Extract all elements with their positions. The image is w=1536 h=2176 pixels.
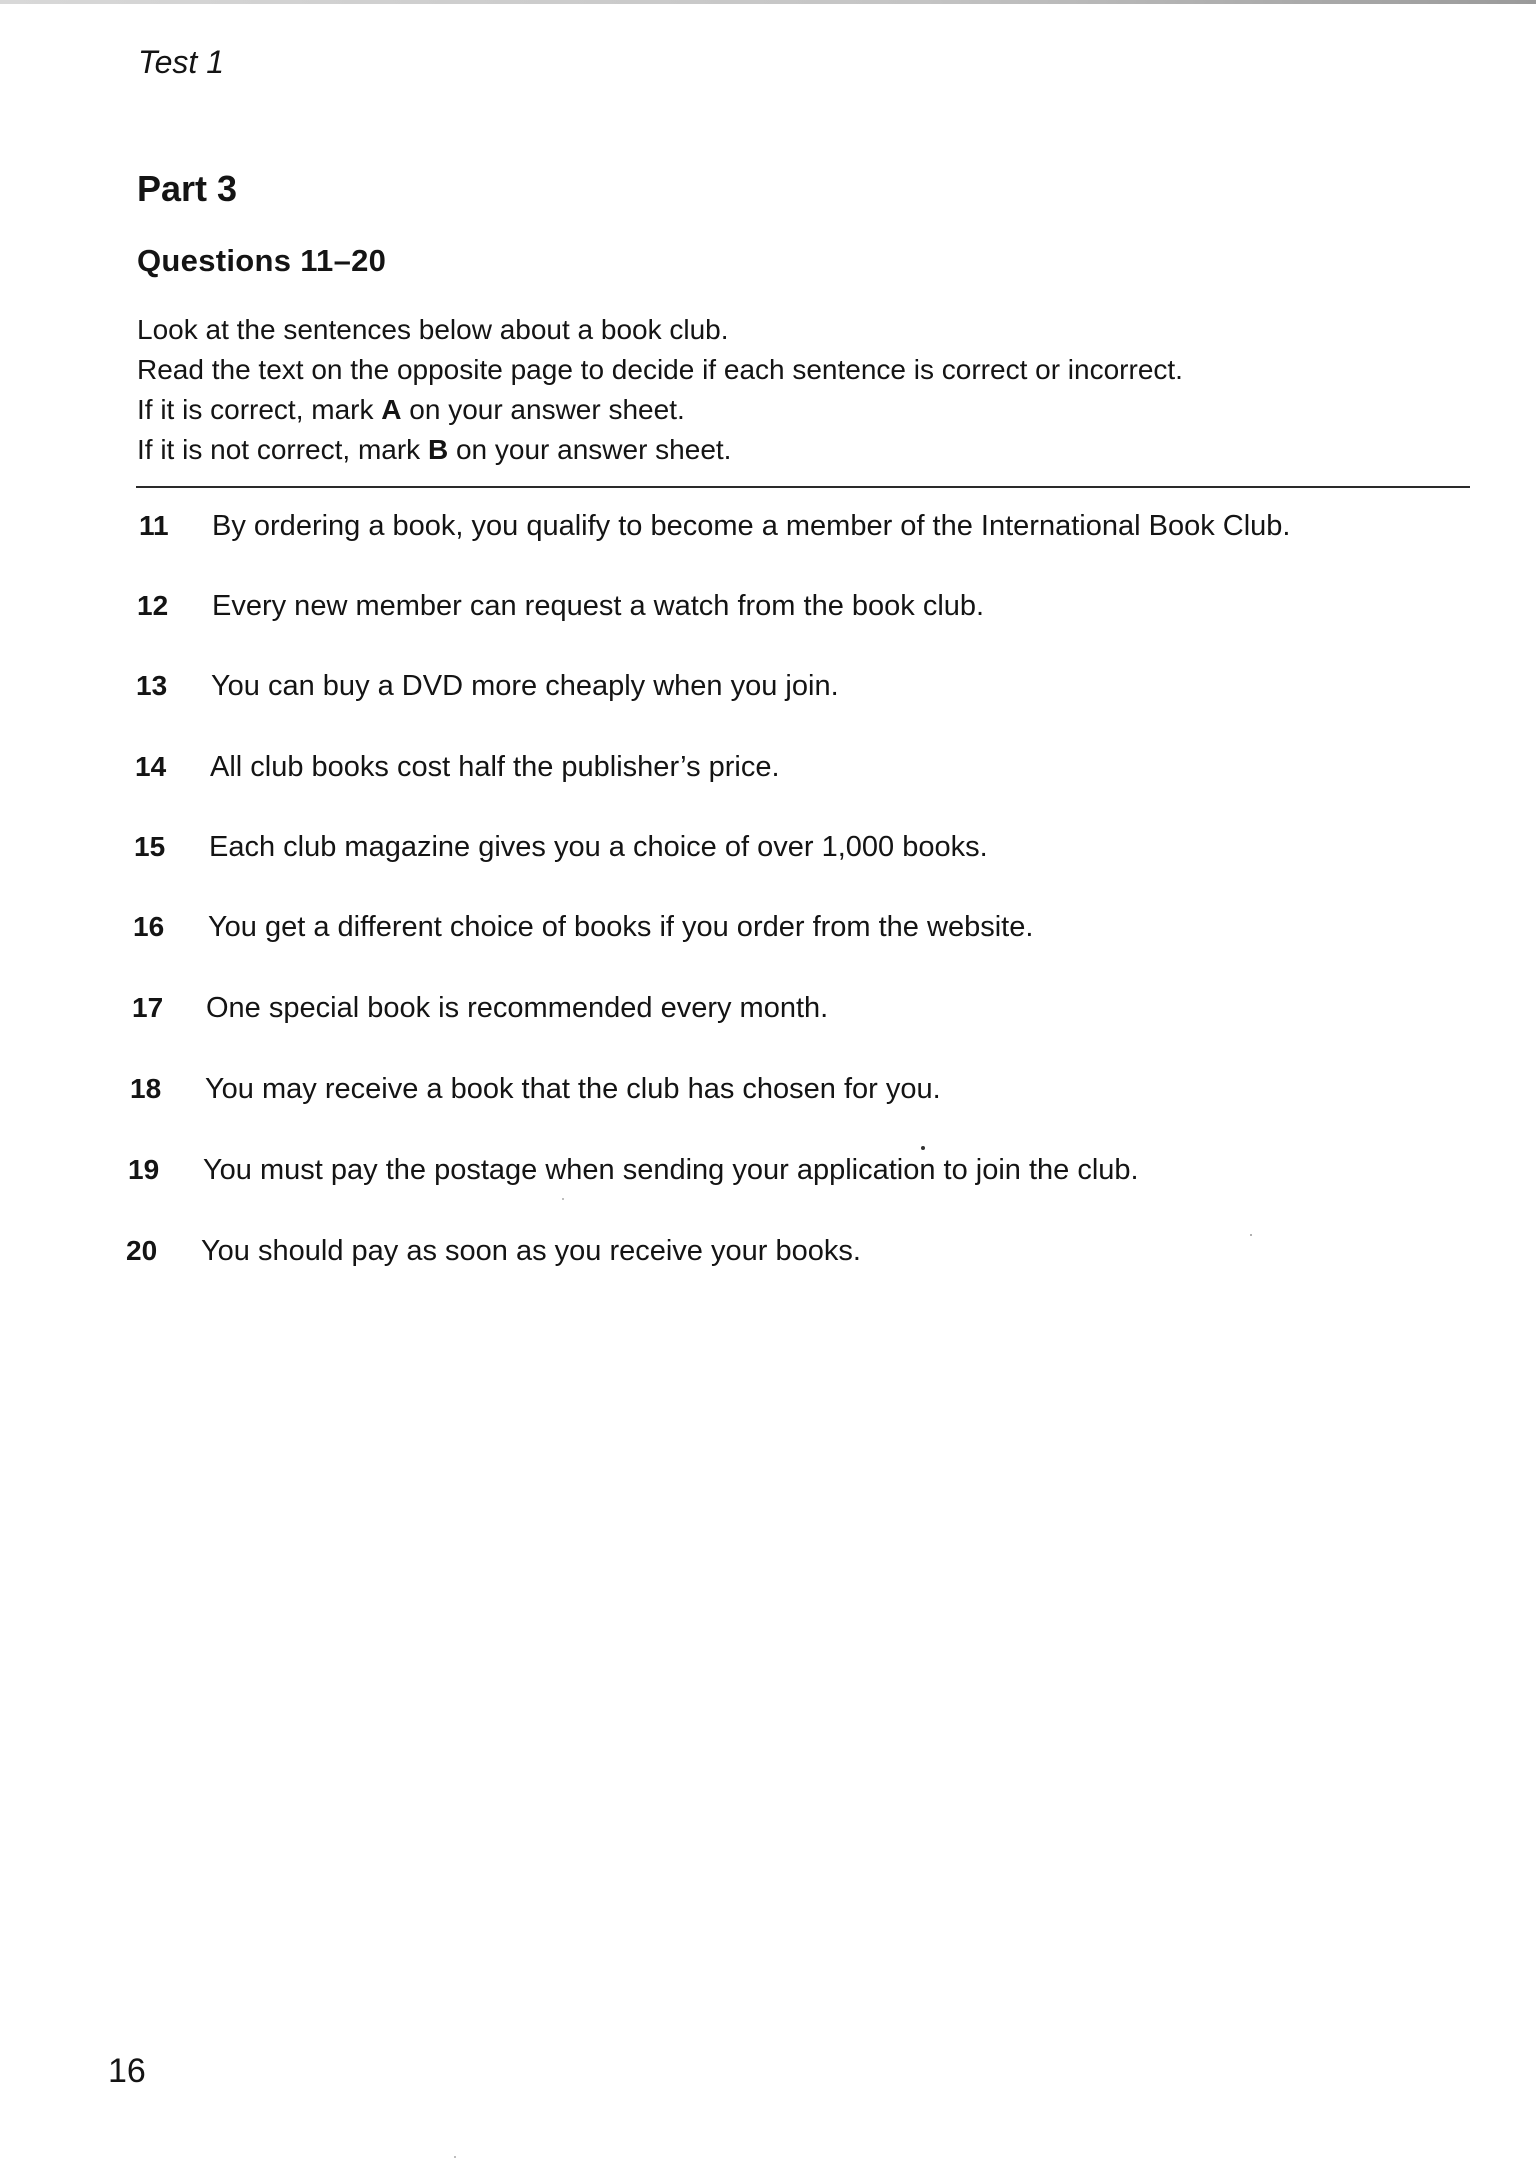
question-item (134, 831, 988, 864)
question-number: 12 (137, 590, 169, 621)
question-item (137, 590, 984, 623)
instruction-text: If it is not correct, mark (137, 434, 428, 465)
question-number: 20 (126, 1235, 158, 1266)
scan-speck (1250, 1234, 1252, 1236)
instruction-text: on your answer sheet. (401, 394, 685, 425)
answer-mark-b: B (427, 434, 449, 465)
question-text: You can buy a DVD more cheaply when you join. (211, 670, 839, 702)
question-number: 19 (128, 1154, 160, 1185)
question-item (136, 670, 839, 703)
question-text: You may receive a book that the club has chosen for you. (205, 1073, 941, 1105)
instruction-line: Look at the sentences below about a book club. (137, 314, 729, 345)
instruction-text: If it is correct, mark (137, 394, 382, 425)
scan-speck (562, 1198, 564, 1200)
question-text: You get a different choice of books if you order from the website. (208, 911, 1034, 943)
question-item (128, 1154, 1139, 1187)
question-item (139, 510, 1290, 543)
question-item (126, 1235, 861, 1268)
scan-speck (921, 1146, 925, 1150)
question-number: 14 (135, 751, 167, 782)
question-text: By ordering a book, you qualify to become a member of the International Book Club. (212, 510, 1291, 542)
question-number: 15 (134, 831, 166, 862)
question-item (135, 751, 780, 784)
question-number: 18 (130, 1073, 162, 1104)
question-number: 13 (136, 670, 168, 701)
question-item (132, 992, 828, 1025)
instruction-line: Read the text on the opposite page to decide if each sentence is correct or incorrect. (137, 354, 1183, 385)
instruction-text: on your answer sheet. (448, 434, 732, 465)
question-text: You should pay as soon as you receive your books. (201, 1235, 861, 1267)
scan-speck (454, 2156, 456, 2158)
running-head: Test 1 (138, 44, 224, 80)
page-number: 16 (108, 2052, 146, 2090)
question-text: You must pay the postage when sending your application to join the club. (203, 1154, 1139, 1186)
question-text: All club books cost half the publisher’s price. (210, 751, 780, 783)
questions-title: Questions 11–20 (137, 243, 387, 278)
answer-mark-a: A (381, 394, 402, 425)
question-text: Each club magazine gives you a choice of over 1,000 books. (209, 831, 988, 863)
question-text: One special book is recommended every month. (206, 992, 829, 1024)
question-item (133, 911, 1033, 944)
question-text: Every new member can request a watch from the book club. (212, 590, 985, 622)
question-item (130, 1073, 941, 1106)
question-number: 16 (133, 911, 165, 942)
question-number: 17 (132, 992, 164, 1023)
question-number: 11 (139, 510, 169, 541)
part-title: Part 3 (137, 168, 238, 209)
